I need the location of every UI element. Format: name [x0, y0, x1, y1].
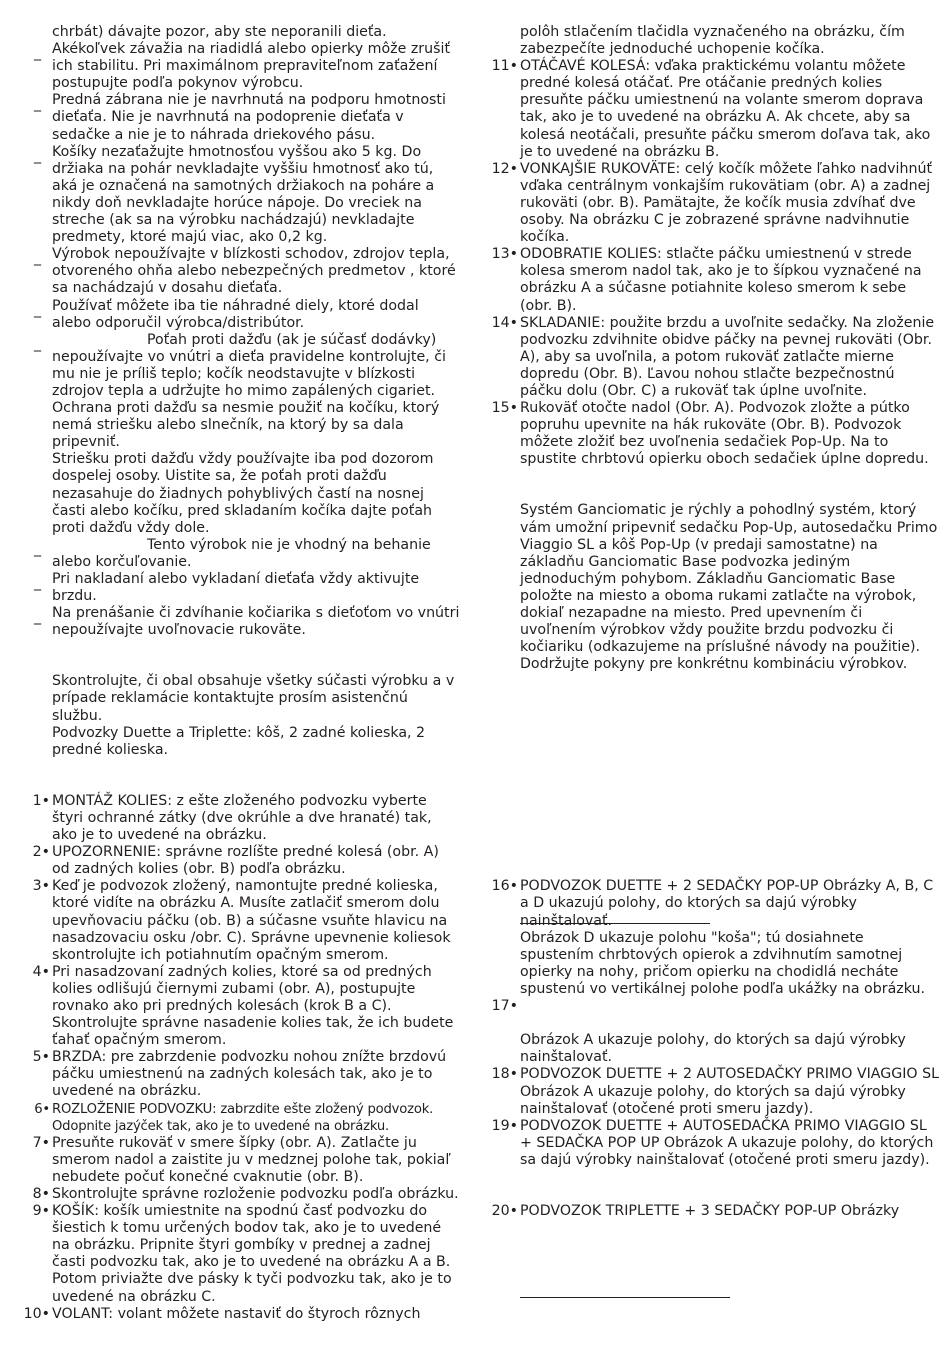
step-item: 3• Keď je podvozok zložený, namontujte predné kolieska, ktoré vidíte na obrázku A. Musíte zatlačiť smerom dolu upevňovaciu páčku (ob. B) a súčasne vsuňte hlavicu na nasadzovaciu osku /obr. C). Správne upevnenie koliesok skontrolujte ich potiahnutím opačným smerom.	[32, 878, 451, 963]
warning-item: _ Predná zábrana nie je navrhnutá na podporu hmotnosti dieťaťa. Nie je navrhnutá na podoprenie dieťaťa v sedačke a nie je to náhrada driekového pásu.	[34, 92, 446, 143]
step-item: 6• ROZLOŽENIE PODVOZKU: zabrzdite ešte zložený podvozok. Odopnite jazýček tak, ako je to uvedené na obrázku.	[34, 1101, 434, 1134]
step-item: 11• OTÁČAVÉ KOLESÁ: vďaka praktickému volantu môžete predné kolesá otáčať. Pre otáčanie predných kolies presuňte páčku umiestnenú na volante smerom doprava tak, ako je to uvedené na obrázku A. Ak chcete, aby sa kolesá neotáčali, presuňte páčku smerom doľava tak, ako je to uvedené na obrázku B.	[491, 58, 931, 160]
step-item: 13• ODOBRATIE KOLIES: stlačte páčku umiestnenú v strede kolesa smerom nadol tak, ako je to šípkou vyznačené na obrázku A a súčasne potiahnite koleso smerom k sebe (obr. B).	[491, 246, 922, 314]
ganciomatic-description: Systém Ganciomatic je rýchly a pohodlný systém, ktorý vám umožní pripevniť sedačku Pop-Up, autosedačku Primo Viaggio SL a kôš Pop-Up (v predaji samostatne) na základňu Ganciomatic Base podvozka jediným jednoduchým pohybom. Základňu Ganciomatic Base položte na miesto a oboma rukami zatlačte na výrobok, dokiaľ nezapadne na miesto. Pred upevnením či uvoľnením výrobkov vždy použite brzdu podvozku či kočiariku (odkazujeme na príslušné návody na použitie). Dodržujte pokyny pre konkrétnu kombináciu výrobkov.	[520, 502, 938, 673]
left-column	[0, 24, 460, 1323]
step-item: 9• KOŠÍK: košík umiestnite na spodnú časť podvozku do šiestich k tomu určených bodov tak, ako je to uvedené na obrázku. Pripnite štyri gombíky v prednej a zadnej časti podvozku tak, ako je to uvedené na obrázku A a B. Potom priviažte dve pásky k tyči podvozku tak, ako je to uvedené na obrázku C.	[32, 1203, 452, 1305]
dash-marker: _	[34, 335, 42, 352]
step-item: 10• VOLANT: volant môžete nastaviť do štyroch rôznych	[23, 1305, 421, 1322]
check-contents: Skontrolujte, či obal obsahuje všetky súčasti výrobku a v prípade reklamácie kontaktujte prosím asistenčnú službu.	[52, 673, 455, 724]
step-item: 20• PODVOZOK TRIPLETTE + 3 SEDAČKY POP-UP Obrázky	[491, 1202, 900, 1219]
warning-item-running: _ Tento výrobok nie je vhodný na behanie alebo korčuľovanie.	[34, 536, 431, 570]
warning-item: _ Akékoľvek závažia na riadidlá alebo opierky môže zrušiť ich stabilitu. Pri maximálnom prepraviteľnom zaťažení postupujte podľa pokynov výrobcu.	[34, 41, 451, 92]
step-item: 1• MONTÁŽ KOLIES: z ešte zloženého podvozku vyberte štyri ochranné zátky (dve okrúhle a dve hranaté) tak, ako je to uvedené na obrázku.	[32, 792, 432, 844]
rain-note: Striešku proti dažďu vždy používajte iba pod dozorom dospelej osoby. Uistite sa, že poťah proti dažďu nezasahuje do žiadnych pohyblivých častí na nosnej časti alebo kočíku, pred skladaním kočíka dajte poťah proti dažďu vždy dole.	[52, 451, 434, 536]
dash-marker: _	[34, 540, 42, 557]
warning-item: _ Výrobok nepoužívajte v blízkosti schodov, zdrojov tepla, otvoreného ohňa alebo nebezpečných predmetov , ktoré sa nachádzajú v dosahu dieťaťa.	[34, 246, 456, 297]
step-item: 16• PODVOZOK DUETTE + 2 SEDAČKY POP-UP Obrázky A, B, C a D ukazujú polohy, do ktorých sa dajú výrobky nainštalovať. Obrázok D ukazuje polohu "koša"; tú dosiahnete spustením chrbtových opierok a zdvihnutím samotnej opierky na nohy, pričom opierku na chodidlá necháte spustenú vo vertikálnej polohe podľa ukážky na obrázku.	[491, 878, 934, 997]
dash-marker: _	[34, 301, 42, 318]
warning-intro: chrbát) dávajte pozor, aby ste neporanili dieťa.	[52, 24, 387, 40]
step-item: 7• Presuňte rukoväť v smere šípky (obr. A). Zatlačte ju smerom nadol a zaistite ju v medznej polohe tak, pokiaľ nebudete počuť konečné cvaknutie (obr. B).	[32, 1134, 451, 1185]
warning-item: _ Košíky nezaťažujte hmotnosťou vyššou ako 5 kg. Do držiaka na pohár nevkladajte vyššiu hmotnosť ako tú, aká je označená na samotných držiakoch na poháre a nikdy doň nevkladajte horúce nápoje. Do vreciek na streche (ak sa na výrobku nachádzajú) nevkladajte predmety, ktoré majú viac, ako 0,2 kg.	[34, 143, 435, 246]
step-continuation: polôh stlačením tlačidla vyznačeného na obrázku, čím zabezpečíte jednoduché uchopenie kočíka.	[520, 24, 905, 58]
dash-marker: _	[34, 96, 42, 113]
warning-item: _ Pri nakladaní alebo vykladaní dieťaťa vždy aktivujte brzdu.	[34, 571, 420, 605]
dash-marker: _	[34, 45, 42, 62]
step-item: 18• PODVOZOK DUETTE + 2 AUTOSEDAČKY PRIMO VIAGGIO SL Obrázok A ukazuje polohy, do ktorých sa dajú výrobky nainštalovať (otočené proti smeru jazdy).	[491, 1066, 940, 1117]
dash-marker: _	[34, 575, 42, 591]
step-item: 8• Skontrolujte správne rozloženie podvozku podľa obrázku.	[32, 1186, 459, 1202]
step-item: 14• SKLADANIE: použite brzdu a uvoľnite sedačky. Na zloženie podvozku zdvihnite obidve páčky na pevnej rukoväti (Obr. A), aby sa uvoľnila, a potom rukoväť zatlačte mierne dopredu (Obr. B). Ľavou nohou stlačte bezpečnostnú páčku dolu (Obr. C) a rukoväť tak úplne uvoľnite.	[491, 314, 935, 399]
warning-item: _ Používať môžete iba tie náhradné diely, ktoré dodal alebo odporučil výrobca/distribútor.	[34, 297, 419, 331]
right-column	[470, 24, 940, 1220]
dash-marker: _	[34, 147, 42, 164]
warning-item: _ Na prenášanie či zdvíhanie kočiarika s dieťoťom vo vnútri nepoužívajte uvoľnovacie rukoväte.	[34, 605, 460, 639]
rule-step20	[520, 1297, 730, 1298]
step-item: 12• VONKAJŠIE RUKOVÄTE: celý kočík môžete ľahko nadvihnúť vďaka centrálnym vonkajším rukovätiam (obr. A) a zadnej rukoväti (obr. B). Pamätajte, že kočík musia zdvíhať dve osoby. Na obrázku C je zobrazené správne nadvihnutie kočíka.	[491, 160, 933, 246]
rain-note: Ochrana proti dažďu sa nesmie použiť na kočíku, ktorý nemá striešku alebo slnečník, na ktorý by sa dala pripevniť.	[52, 400, 440, 451]
step-item: 17• Obrázok A ukazuje polohy, do ktorých sa dajú výrobky nainštalovať.	[491, 998, 906, 1066]
step-item: 2• UPOZORNENIE: správne rozlíšte predné kolesá (obr. A) od zadných kolies (obr. B) podľa obrázku.	[32, 844, 439, 878]
warning-item-rain: _ Poťah proti dažďu (ak je súčasť dodávky) nepoužívajte vo vnútri a dieťa pravidelne kontrolujte, či mu nie je príliš teplo; kočík neodstavujte v blízkosti zdrojov tepla a udržujte ho mimo zapálených cigariet.	[34, 331, 446, 399]
step-item: 15• Rukoväť otočte nadol (Obr. A). Podvozok zložte a pútko popruhu upevnite na hák rukoväte (Obr. B). Podvozok môžete zložiť bez uvoľnenia sedačiek Pop-Up. Na to spustite chrbtovú opierku oboch sedačiek úplne dopredu.	[491, 400, 929, 468]
step-item: 19• PODVOZOK DUETTE + AUTOSEDAČKA PRIMO VIAGGIO SL + SEDAČKA POP UP Obrázok A ukazuje polohy, do ktorých sa dajú výrobky nainštalovať (otočené proti smeru jazdy).	[491, 1117, 934, 1168]
dash-marker: _	[34, 609, 42, 626]
package-contents: Podvozky Duette a Triplette: kôš, 2 zadné kolieska, 2 predné kolieska.	[52, 724, 426, 758]
dash-marker: _	[34, 250, 42, 267]
step-item: 4• Pri nasadzovaní zadných kolies, ktoré sa od predných kolies odlišujú čiernymi zubami (obr. A), postupujte rovnako ako pri predných kolesách (krok B a C). Skontrolujte správne nasadenie kolies tak, že ich budete ťahať opačným smerom.	[32, 963, 454, 1049]
step-item: 5• BRZDA: pre zabrzdenie podvozku nohou znížte brzdovú páčku umiestnenú na zadných kolesách tak, ako je to uvedené na obrázku.	[32, 1049, 447, 1100]
